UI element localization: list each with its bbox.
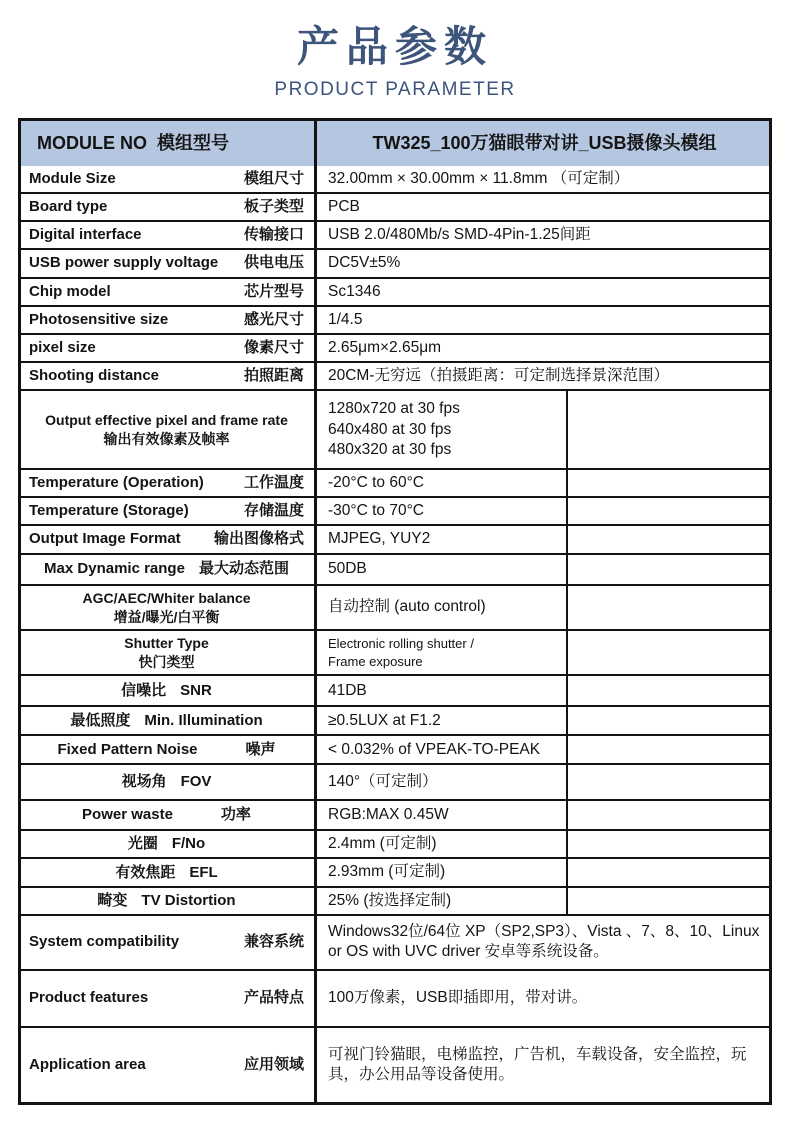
row-label-part: 像素尺寸	[243, 338, 304, 356]
row-value-line: 2.65μm×2.65μm	[328, 338, 442, 356]
row-value-line: 480x320 at 30 fps	[328, 440, 452, 458]
table-row-digital-interface	[21, 220, 769, 248]
row-value	[317, 363, 769, 389]
row-empty-cell	[568, 831, 769, 857]
row-value-line: < 0.032% of VPEAK-TO-PEAK	[328, 740, 541, 758]
title-block	[0, 0, 790, 101]
row-value	[317, 631, 568, 674]
row-value	[317, 676, 568, 705]
row-label-part: 功率	[220, 806, 251, 824]
row-label-part: 兼容系统	[243, 933, 304, 951]
row-label-part: 增益/曝光/白平衡	[113, 608, 220, 625]
row-empty-cell	[568, 888, 769, 914]
row-label-part: Output effective pixel and frame rate	[45, 411, 288, 428]
row-empty-cell	[568, 736, 769, 763]
row-label-part: TV Distortion	[141, 891, 236, 909]
row-value	[317, 166, 769, 192]
row-label	[21, 391, 317, 468]
row-value	[317, 971, 769, 1026]
table-row-temperature-operation	[21, 468, 769, 496]
table-row-temperature-storage	[21, 496, 769, 524]
row-label-part: Shutter Type	[124, 634, 209, 651]
row-value	[317, 307, 769, 333]
row-label	[21, 470, 317, 496]
row-label-part: 感光尺寸	[243, 310, 304, 328]
row-label-part: FOV	[180, 773, 212, 791]
row-value	[317, 194, 769, 220]
row-value	[317, 335, 769, 361]
row-value-line: 1280x720 at 30 fps	[328, 400, 460, 418]
row-label	[21, 831, 317, 857]
row-value	[317, 470, 568, 496]
row-value-line: 自动控制 (auto control)	[328, 598, 486, 616]
row-value-line: -30°C to 70°C	[328, 502, 424, 520]
row-label-part: Power waste	[82, 806, 173, 824]
row-value-line: Windows32位/64位 XP（SP2,SP3）、Vista 、7、8、10、Linux or OS with UVC driver 安卓等系统设备。	[328, 923, 760, 961]
row-label-part: 存储温度	[243, 502, 304, 520]
table-row-output-image-format	[21, 524, 769, 552]
row-label	[21, 707, 317, 734]
row-label-part: AGC/AEC/Whiter balance	[82, 589, 251, 606]
row-label-part: Max Dynamic range	[44, 560, 185, 578]
row-label-part: 传输接口	[243, 226, 304, 244]
row-label	[21, 250, 317, 276]
row-label-part: 光圈	[127, 835, 158, 853]
row-value-line: 2.4mm (可定制)	[328, 835, 437, 853]
table-row-efl	[21, 857, 769, 885]
row-label-part: pixel size	[29, 338, 96, 356]
page-title: 产品参数	[296, 23, 493, 70]
row-empty-cell	[568, 859, 769, 885]
row-value	[317, 586, 568, 629]
row-empty-cell	[568, 526, 769, 552]
table-row-max-dynamic-range	[21, 553, 769, 584]
row-value	[317, 222, 769, 248]
row-empty-cell	[568, 555, 769, 584]
table-row-fov	[21, 763, 769, 799]
row-value-line: Frame exposure	[328, 653, 423, 669]
row-value-line: 20CM-无穷远（拍摄距离：可定制选择景深范围）	[328, 366, 670, 384]
row-value	[317, 391, 568, 468]
table-row-shooting-distance	[21, 361, 769, 389]
row-value-line: DC5V±5%	[328, 254, 401, 272]
row-label-part: 应用领域	[243, 1055, 304, 1073]
row-label-part: 输出有效像素及帧率	[103, 431, 230, 448]
row-label	[21, 801, 317, 829]
row-label	[21, 222, 317, 248]
row-label	[21, 765, 317, 799]
row-value	[317, 888, 568, 914]
row-label	[21, 279, 317, 305]
row-label-part: Output Image Format	[29, 530, 181, 548]
table-row-product-features	[21, 969, 769, 1026]
row-label-part: 视场角	[121, 773, 167, 791]
row-label-part: Application area	[29, 1055, 146, 1073]
row-label	[21, 307, 317, 333]
row-label-part: 有效焦距	[115, 863, 176, 881]
row-label-part: Digital interface	[29, 226, 142, 244]
table-header-row	[21, 121, 769, 166]
row-value-line: 2.93mm (可定制)	[328, 863, 446, 881]
table-row-pixel-size	[21, 333, 769, 361]
row-label-part: 信噪比	[121, 681, 167, 699]
row-label-part: EFL	[189, 863, 218, 881]
table-header-label: MODULE NO 模组型号	[21, 121, 317, 166]
row-empty-cell	[568, 631, 769, 674]
table-row-photosensitive-size	[21, 305, 769, 333]
table-row-shutter-type	[21, 629, 769, 674]
row-value-line: 100万像素，USB即插即用，带对讲。	[328, 989, 588, 1007]
table-body	[21, 166, 769, 1102]
row-label	[21, 335, 317, 361]
row-empty-cell	[568, 586, 769, 629]
row-label	[21, 526, 317, 552]
row-value-line: 可视门铃猫眼，电梯监控，广告机，车载设备，安全监控，玩具，办公用品等设备使用。	[328, 1045, 747, 1083]
row-label	[21, 859, 317, 885]
row-label	[21, 736, 317, 763]
row-label-part: 畸变	[97, 891, 128, 909]
row-value-line: Sc1346	[328, 282, 381, 300]
table-row-output-effective-pixel-and-frame-rate	[21, 389, 769, 468]
row-value	[317, 736, 568, 763]
spec-table	[18, 118, 772, 1105]
row-label-part: 板子类型	[243, 198, 304, 216]
row-value	[317, 526, 568, 552]
row-label-part: Chip model	[29, 282, 111, 300]
row-label	[21, 166, 317, 192]
row-label	[21, 888, 317, 914]
row-value	[317, 801, 568, 829]
table-row-usb-power-supply-voltage	[21, 248, 769, 276]
row-label-part: Temperature (Operation)	[29, 474, 204, 492]
row-value	[317, 1028, 769, 1102]
row-value	[317, 279, 769, 305]
row-label	[21, 631, 317, 674]
row-value-line: 140°（可定制）	[328, 773, 438, 791]
table-row-f-no	[21, 829, 769, 857]
row-label-part: 输出图像格式	[213, 530, 304, 548]
row-label-part: Fixed Pattern Noise	[57, 740, 198, 758]
row-value	[317, 250, 769, 276]
row-label-part: USB power supply voltage	[29, 254, 219, 272]
row-empty-cell	[568, 470, 769, 496]
row-empty-cell	[568, 765, 769, 799]
row-label-part: SNR	[180, 681, 212, 699]
row-label	[21, 363, 317, 389]
row-empty-cell	[568, 498, 769, 524]
row-value-line: 1/4.5	[328, 310, 363, 328]
table-row-power-waste	[21, 799, 769, 829]
row-value-line: 25% (按选择定制)	[328, 891, 452, 909]
row-label	[21, 498, 317, 524]
row-label-part: 产品特点	[243, 989, 304, 1007]
row-label-part: 快门类型	[138, 654, 195, 671]
row-label-part: Board type	[29, 198, 108, 216]
row-label-part: Temperature (Storage)	[29, 502, 189, 520]
row-value	[317, 859, 568, 885]
table-row-module-size	[21, 166, 769, 192]
row-value-line: PCB	[328, 198, 360, 216]
row-value	[317, 707, 568, 734]
row-label	[21, 676, 317, 705]
row-label-part: 模组尺寸	[243, 170, 304, 188]
row-empty-cell	[568, 391, 769, 468]
row-value	[317, 765, 568, 799]
row-value	[317, 555, 568, 584]
row-empty-cell	[568, 707, 769, 734]
row-label-part: 供电电压	[243, 254, 304, 272]
row-label-part: Shooting distance	[29, 367, 160, 385]
row-value-line: 640x480 at 30 fps	[328, 420, 452, 438]
row-label-part: 芯片型号	[243, 282, 304, 300]
row-empty-cell	[568, 676, 769, 705]
row-value-line: USB 2.0/480Mb/s SMD-4Pin-1.25间距	[328, 226, 591, 244]
row-value-line: ≥0.5LUX at F1.2	[328, 711, 441, 729]
row-label	[21, 194, 317, 220]
table-row-tv-distortion	[21, 886, 769, 914]
table-header-value: TW325_100万猫眼带对讲_USB摄像头模组	[372, 132, 717, 153]
row-value	[317, 916, 769, 969]
row-value-line: 41DB	[328, 681, 367, 699]
row-label	[21, 971, 317, 1026]
row-value	[317, 831, 568, 857]
row-empty-cell	[568, 801, 769, 829]
row-label	[21, 555, 317, 584]
row-label-part: System compatibility	[29, 933, 180, 951]
row-label-part: Module Size	[29, 170, 116, 188]
row-label-part: F/No	[171, 835, 206, 853]
row-label-part: Photosensitive size	[29, 310, 169, 328]
row-value-line: MJPEG, YUY2	[328, 530, 431, 548]
row-value	[317, 498, 568, 524]
row-label-part: 最大动态范围	[198, 560, 289, 578]
row-label	[21, 916, 317, 969]
row-value-line: RGB:MAX 0.45W	[328, 806, 449, 824]
table-row-application-area	[21, 1026, 769, 1102]
table-row-fixed-pattern-noise	[21, 734, 769, 763]
row-label-part: 噪声	[245, 740, 276, 758]
table-row-min-illumination	[21, 705, 769, 734]
table-row-chip-model	[21, 277, 769, 305]
row-label	[21, 1028, 317, 1102]
row-value-line: 32.00mm × 30.00mm × 11.8mm （可定制）	[328, 170, 630, 187]
row-value-line: 50DB	[328, 559, 367, 577]
row-value-line: Electronic rolling shutter /	[328, 636, 474, 652]
table-row-system-compatibility	[21, 914, 769, 969]
row-label-part: Product features	[29, 989, 149, 1007]
table-row-snr	[21, 674, 769, 705]
table-row-agc-aec-white-balance	[21, 584, 769, 629]
row-label-part: Min. Illumination	[144, 711, 263, 729]
page-subtitle: PRODUCT PARAMETER	[274, 79, 516, 100]
row-label-part: 最低照度	[70, 711, 131, 729]
row-value-line: -20°C to 60°C	[328, 474, 424, 492]
table-row-board-type	[21, 192, 769, 220]
row-label-part: 拍照距离	[243, 367, 304, 385]
row-label	[21, 586, 317, 629]
row-label-part: 工作温度	[243, 474, 304, 492]
